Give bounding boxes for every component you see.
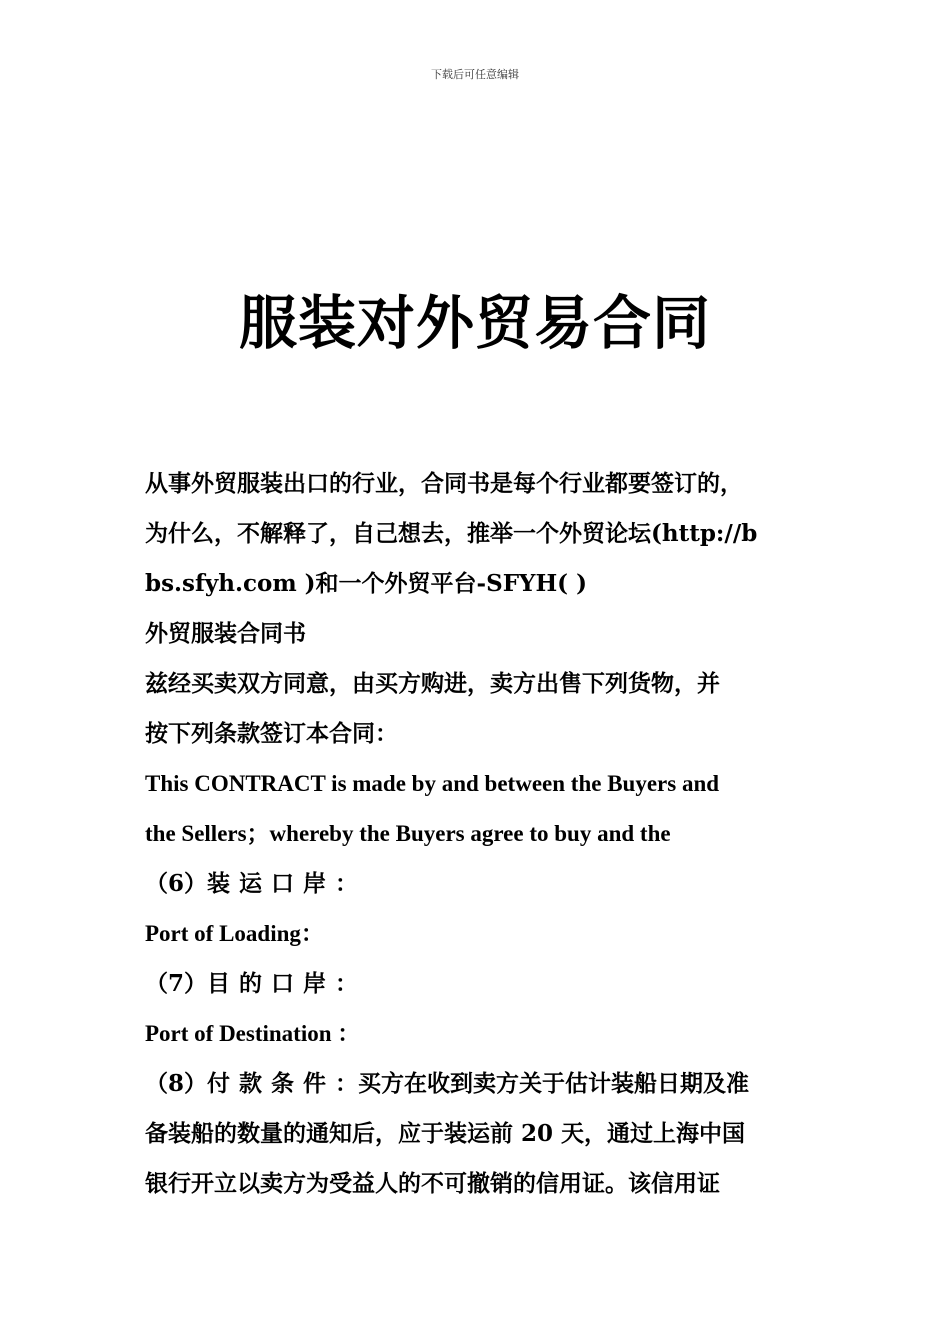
clause-6-heading	[145, 859, 810, 909]
clause-6-number: （6）	[145, 870, 208, 897]
contract-subtitle: 外贸服装合同书	[145, 620, 306, 647]
clause-8-number: （8）	[145, 1070, 208, 1097]
clause-6-english: Port of Loading：	[145, 921, 324, 946]
intro-line-2: 为什么，不解释了，自己想去，推举一个外贸论坛(http://b	[145, 520, 758, 547]
intro-line-3: bs.sfyh.com )和一个外贸平台-SFYH( )	[145, 570, 587, 597]
clause-7-english: Port of Destination ：	[145, 1021, 361, 1046]
english-contract-line-2: the Sellers；whereby the Buyers agree to buy and the	[145, 821, 671, 846]
document-body	[145, 459, 810, 1209]
clause-8-line-3: 银行开立以卖方为受益人的不可撤销的信用证。该信用证	[145, 1170, 720, 1197]
agreement-line-1: 兹经买卖双方同意，由买方购进，卖方出售下列货物，并	[145, 670, 720, 697]
english-contract-line-1: This CONTRACT is made by and between the Buyers and	[145, 771, 720, 796]
clause-7-number: （7）	[145, 970, 208, 997]
clause-7-label: 目的口岸：	[207, 970, 368, 997]
clause-7-heading	[145, 959, 810, 1009]
page-header-note: 下载后可任意编辑	[431, 68, 519, 81]
clause-8-label: 付款条件	[207, 1070, 336, 1097]
intro-line-1: 从事外贸服装出口的行业，合同书是每个行业都要签订的，	[145, 470, 743, 497]
clause-6-label: 装运口岸：	[207, 870, 368, 897]
clause-8-line-2: 备装船的数量的通知后，应于装运前 20 天，通过上海中国	[145, 1120, 746, 1147]
clause-8-line-1	[145, 1059, 810, 1109]
document-title: 服装对外贸易合同	[238, 289, 711, 357]
clause-8-text-1: ：买方在收到卖方关于估计装船日期及准	[335, 1070, 750, 1097]
agreement-line-2: 按下列条款签订本合同：	[145, 720, 398, 747]
